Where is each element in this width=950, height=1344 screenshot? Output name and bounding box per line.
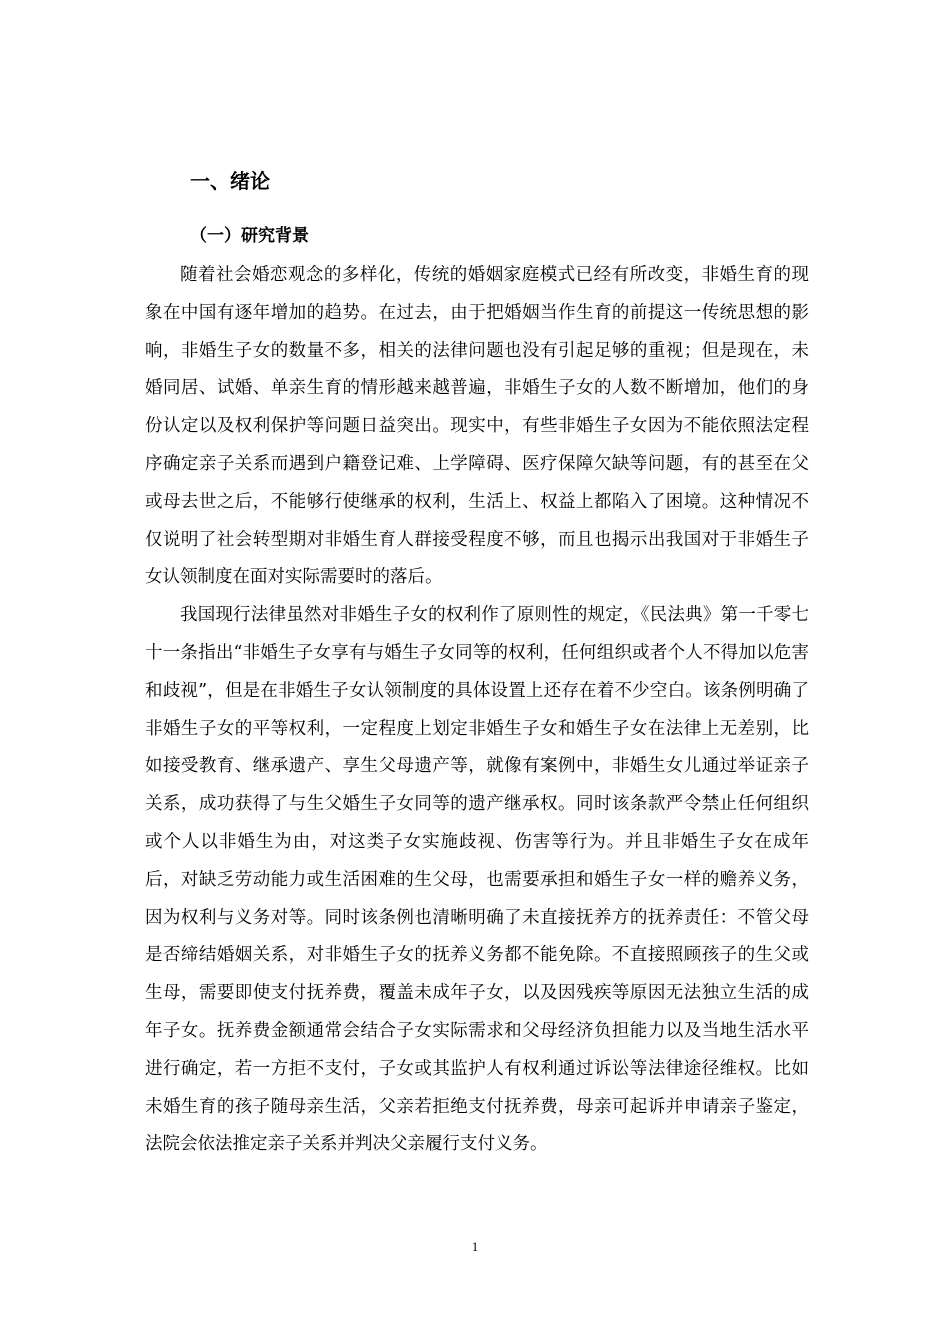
section-title: （一）研究背景	[190, 226, 309, 246]
body-text	[145, 257, 809, 1164]
paragraph-legal-provisions: 我国现行法律虽然对非婚生子女的权利作了原则性的规定，《民法典》第一千零七十一条指出“非婚生子女享有与婚生子女同等的权利，任何组织或者个人不得加以危害和歧视”，但是在非婚生子女认领制度的具体设置上还存在着不少空白。该条例明确了非婚生子女的平等权利，一定程度上划定非婚生子女和婚生子女在法律上无差别，比如接受教育、继承遗产、享生父母遗产等，就像有案例中，非婚生女儿通过举证亲子关系，成功获得了与生父婚生子女同等的遗产继承权。同时该条款严令禁止任何组织或个人以非婚生为由，对这类子女实施歧视、伤害等行为。并且非婚生子女在成年后，对缺乏劳动能力或生活困难的生父母，也需要承担和婚生子女一样的赡养义务，因为权利与义务对等。同时该条例也清晰明确了未直接抚养方的抚养责任：不管父母是否缔结婚姻关系，对非婚生子女的抚养义务都不能免除。不直接照顾孩子的生父或生母，需要即使支付抚养费，覆盖未成年子女，以及因残疾等原因无法独立生活的成年子女。抚养费金额通常会结合子女实际需求和父母经济负担能力以及当地生活水平进行确定，若一方拒不支付，子女或其监护人有权利通过诉讼等法律途径维权。比如未婚生育的孩子随母亲生活，父亲若拒绝支付抚养费，母亲可起诉并申请亲子鉴定，法院会依法推定亲子关系并判决父亲履行支付义务。	[145, 605, 809, 1155]
chapter-title: 一、绪论	[190, 169, 270, 193]
page-number: 1	[471, 1239, 479, 1254]
paragraph-background: 随着社会婚恋观念的多样化，传统的婚姻家庭模式已经有所改变，非婚生育的现象在中国有逐年增加的趋势。在过去，由于把婚姻当作生育的前提这一传统思想的影响，非婚生子女的数量不多，相关的法律问题也没有引起足够的重视；但是现在，未婚同居、试婚、单亲生育的情形越来越普遍，非婚生子女的人数不断增加，他们的身份认定以及权利保护等问题日益突出。现实中，有些非婚生子女因为不能依照法定程序确定亲子关系而遇到户籍登记难、上学障碍、医疗保障欠缺等问题，有的甚至在父或母去世之后，不能够行使继承的权利，生活上、权益上都陷入了困境。这种情况不仅说明了社会转型期对非婚生育人群接受程度不够，而且也揭示出我国对于非婚生子女认领制度在面对实际需要时的落后。	[145, 265, 809, 588]
